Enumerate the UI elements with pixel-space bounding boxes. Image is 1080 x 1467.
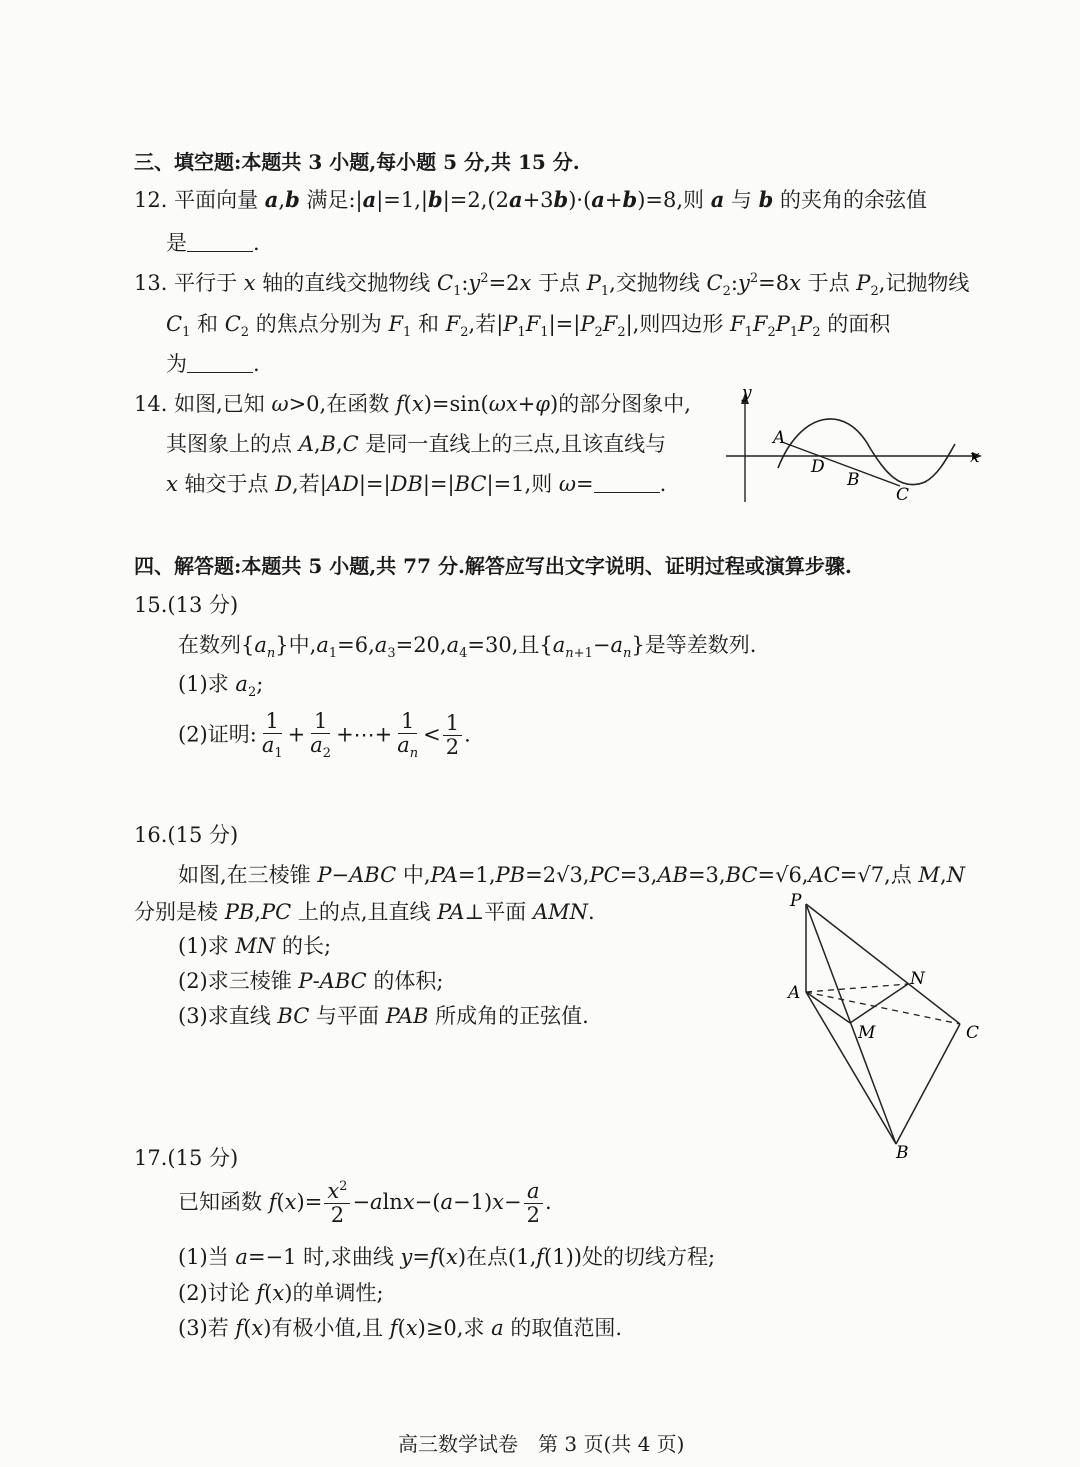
q15-part2: (2)证明: $\frac{1}{a_1}$ + $\frac{1}{a_2}$ +⋯+ $\frac{1}{a_n}$ < $\frac{1}{2}$ . [178, 709, 471, 762]
label-B: B [896, 1143, 909, 1163]
q17-stem: 已知函数 f(x)= $\frac{x^2}{2}$ −alnx−(a−1)x− $\frac{a}{2}$ . [178, 1179, 552, 1228]
q17-part2: (2)讨论 f(x)的单调性; [178, 1281, 384, 1305]
line-ABC [782, 442, 900, 486]
q12-line1-render: 平面向量 a,b 满足:|a|=1,|b|=2,(2a+3b)·(a+b)=8,则 a 与 b 的夹角的余弦值 [174, 187, 928, 212]
q14-number: 14. [134, 392, 168, 416]
q14-sine-figure [720, 382, 990, 507]
label-N: N [910, 969, 925, 989]
fraction: $\frac{1}{2}$ [443, 712, 462, 759]
fraction: $\frac{1}{a_1}$ [261, 709, 283, 762]
answer-blank[interactable] [594, 472, 660, 493]
label-M: M [858, 1023, 876, 1043]
q14: 14. 如图,已知 ω>0,在函数 f(x)=sin(ωx+φ)的部分图象中, [134, 392, 691, 416]
label-A: A [788, 983, 801, 1003]
q16-tetrahedron-figure [780, 888, 990, 1163]
label-P: P [790, 891, 802, 911]
section4-heading [134, 550, 852, 579]
q12-line2: 是 . [166, 231, 260, 255]
section3-heading-text: 三、填空题:本题共 3 小题,每小题 5 分,共 15 分. [134, 150, 580, 174]
q16-part3: (3)求直线 BC 与平面 PAB 所成角的正弦值. [178, 1004, 589, 1028]
label-D: D [811, 457, 825, 477]
q17-part3: (3)若 f(x)有极小值,且 f(x)≥0,求 a 的取值范围. [178, 1316, 623, 1340]
page-footer: 高三数学试卷 第 3 页(共 4 页) [398, 1432, 685, 1456]
fraction: $\frac{a}{2}$ [524, 1180, 543, 1227]
edge-AB [806, 992, 896, 1144]
q17-part1: (1)当 a=−1 时,求曲线 y=f(x)在点(1,f(1))处的切线方程; [178, 1245, 716, 1269]
q13-line2: $C_1$ 和 $C_2$ 的焦点分别为 $F_1$ 和 $F_2$,若$|P_1F_1|=|P_2F_2|$,则四边形 $F_1F_2P_1P_2$ 的面积 [166, 312, 891, 341]
label-y: y [742, 383, 752, 403]
q13: 13. 平行于 x 轴的直线交抛物线 $C_1:y^2=2x$ 于点 $P_1$,交抛物线 $C_2:y^2=8x$ 于点 $P_2$,记抛物线 [134, 271, 970, 300]
fraction: $\frac{x^2}{2}$ [324, 1180, 350, 1227]
label-x: x [970, 447, 980, 467]
q16-stem2: 分别是棱 PB,PC 上的点,且直线 PA⊥平面 AMN. [134, 900, 595, 924]
q15-stem: 在数列$\{a_n\}$中$,a_1=6,a_3=20,a_4=30$,且$\{a_{n+1}-a_n\}$是等差数列. [178, 633, 757, 662]
edge-BC [896, 1024, 960, 1144]
q16-part1: (1)求 MN 的长; [178, 934, 332, 958]
label-C: C [896, 485, 910, 505]
q13-number: 13. [134, 271, 168, 295]
fraction: $\frac{1}{a_n}$ [397, 709, 419, 762]
label-B: B [847, 470, 860, 490]
q16-part2: (2)求三棱锥 P-ABC 的体积; [178, 969, 444, 993]
q14-line3: x 轴交于点 D,若|AD|=|DB|=|BC|=1,则 ω= . [166, 472, 667, 496]
edge-MN [850, 984, 908, 1023]
q14-line2: 其图象上的点 A,B,C 是同一直线上的三点,且该直线与 [166, 432, 667, 456]
label-C: C [966, 1023, 980, 1043]
sine-curve [778, 419, 955, 485]
q12-number: 12. [134, 188, 168, 212]
q15-title: 15.(13 分) [134, 593, 239, 617]
q17-title: 17.(15 分) [134, 1146, 239, 1170]
fraction: $\frac{1}{a_2}$ [310, 709, 332, 762]
section3-heading [134, 146, 580, 175]
answer-blank[interactable] [187, 231, 253, 252]
q15-part1: (1)求 $a_2$; [178, 672, 264, 701]
label-A: A [773, 428, 786, 448]
edge-AN-dashed [806, 984, 908, 992]
q13-line3: 为 . [166, 352, 260, 376]
q12 [134, 184, 927, 214]
q16-stem1: 如图,在三棱锥 P−ABC 中,PA=1,PB=2√3,PC=3,AB=3,BC=√6,AC=√7,点 M,N [178, 863, 965, 887]
section4-heading-text: 四、解答题:本题共 5 小题,共 77 分.解答应写出文字说明、证明过程或演算步骤. [134, 554, 852, 578]
answer-blank[interactable] [187, 352, 253, 373]
q16-title: 16.(15 分) [134, 823, 239, 847]
